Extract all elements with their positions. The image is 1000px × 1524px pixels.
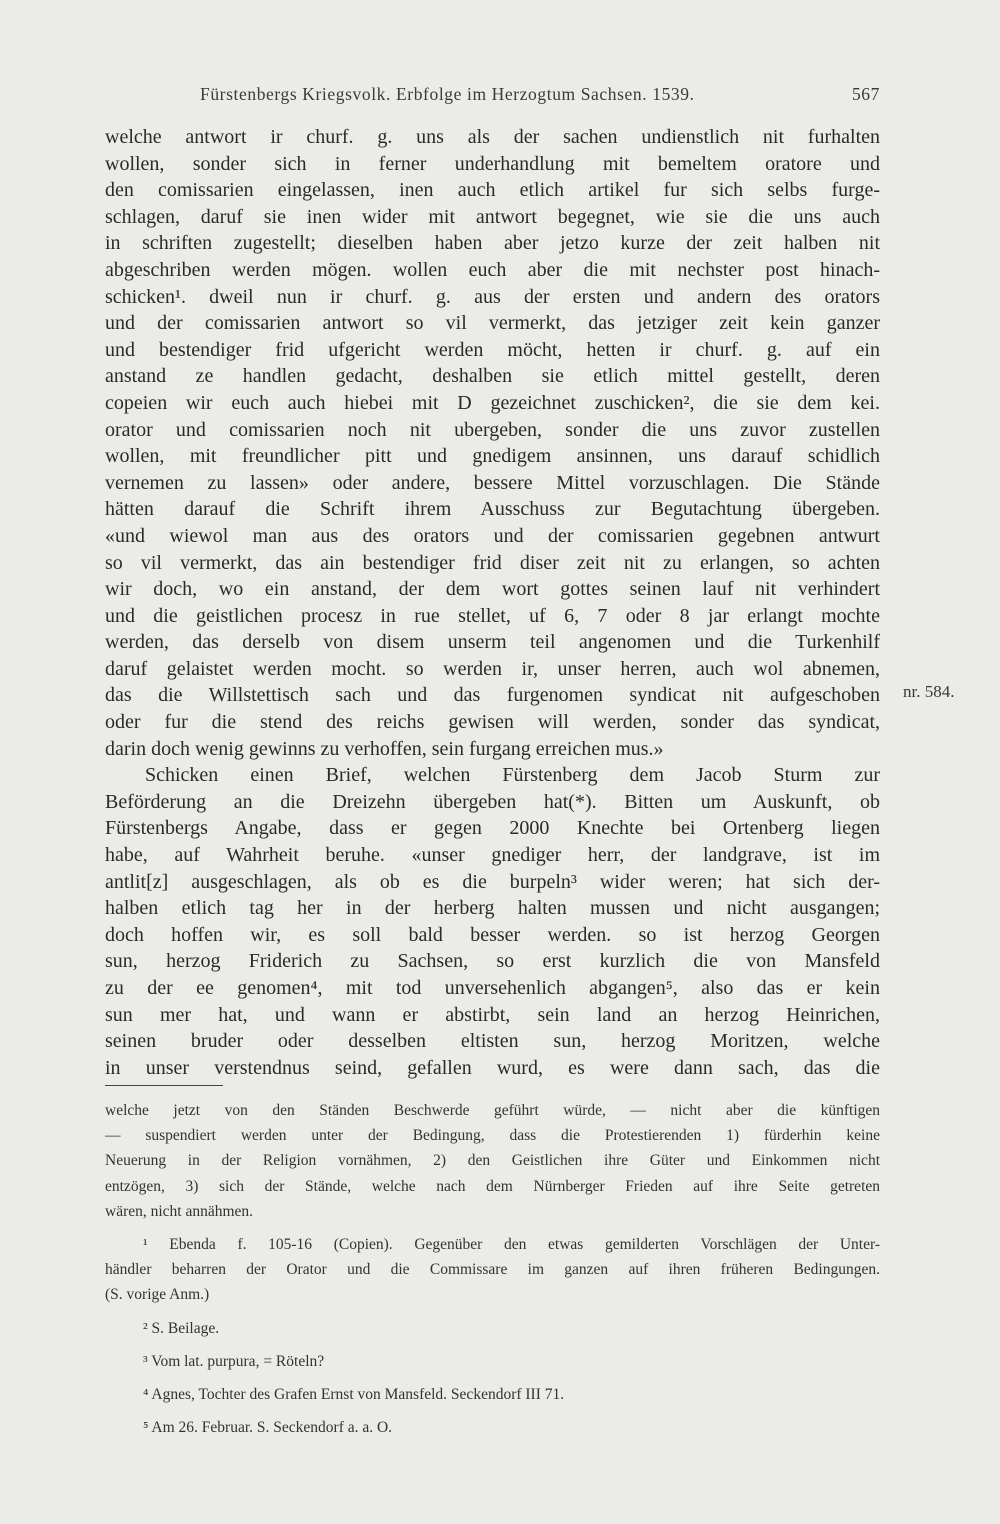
text-line: antlit[z] ausgeschlagen, als ob es die burpeln³ wider weren; hat sich der-	[105, 870, 880, 893]
text-line: sun, herzog Friderich zu Sachsen, so erst kurzlich die von Mansfeld	[105, 950, 880, 973]
text-line: vernemen zu lassen» oder andere, bessere Mittel vorzuschlagen. Die Stände	[105, 471, 880, 494]
text-line: in schriften zugestellt; dieselben haben aber jetzo kurze der zeit halben nit	[105, 232, 880, 255]
text-line-indented: Schicken einen Brief, welchen Fürstenberg dem Jacob Sturm zur	[145, 764, 880, 787]
footnote-line: entzögen, 3) sich der Stände, welche nach dem Nürnberger Frieden auf ihre Seite getreten	[105, 1177, 880, 1195]
footnote-5: ⁵ Am 26. Februar. S. Seckendorf a. a. O.	[143, 1419, 393, 1437]
text-line: abgeschriben werden mögen. wollen euch aber die mit nechster post hinach-	[105, 258, 880, 281]
text-line: wollen, sonder sich in ferner underhandlung mit bemeltem oratore und	[105, 152, 880, 175]
footnote-line: — suspendiert werden unter der Bedingung, dass die Protestierenden 1) fürderhin keine	[105, 1127, 880, 1145]
text-line: werden, das derselb von disem unserm teil angenomen und die Turkenhilf	[105, 631, 880, 654]
text-line: sun mer hat, und wann er abstirbt, sein land an herzog Heinrichen,	[105, 1003, 880, 1026]
main-text	[105, 124, 880, 1081]
footnote-line: Neuerung in der Religion vornähmen, 2) den Geistlichen ihre Güter und Einkommen nicht	[105, 1152, 880, 1170]
text-line: und der comissarien antwort so vil vermerkt, das jetziger zeit kein ganzer	[105, 312, 880, 335]
text-line: «und wiewol man aus des orators und der comissarien gegebnen antwurt	[105, 524, 880, 547]
text-line: das die Willstettisch sach und das furgenomen syndicat nit aufgeschoben	[105, 684, 880, 707]
footnote-line: händler beharren der Orator und die Commissare im ganzen auf ihren früheren Bedingungen.	[105, 1261, 880, 1279]
page-number: 567	[851, 84, 880, 104]
text-line: darin doch wenig gewinns zu verhoffen, sein furgang erreichen mus.»	[105, 737, 664, 760]
text-line: wir doch, wo ein anstand, der dem wort gottes seinen lauf nit verhindert	[105, 578, 880, 601]
text-line: Fürstenbergs Angabe, dass er gegen 2000 Knechte bei Ortenberg liegen	[105, 817, 880, 840]
text-line: oder fur die stend des reichs gewisen will werden, sonder das syndicat,	[105, 711, 880, 734]
text-line: anstand ze handlen gedacht, deshalben sie etlich mittel gestellt, deren	[105, 365, 880, 388]
text-line: seinen bruder oder desselben eltisten sun, herzog Moritzen, welche	[105, 1030, 880, 1053]
text-line: halben etlich tag her in der herberg halten mussen und nicht ausgangen;	[105, 897, 880, 920]
footnote-4: ⁴ Agnes, Tochter des Grafen Ernst von Mansfeld. Seckendorf III 71.	[143, 1385, 565, 1403]
text-line: zu der ee genomen⁴, mit tod unversehenlich abgangen⁵, also das er kein	[105, 977, 880, 999]
text-line: habe, auf Wahrheit beruhe. «unser gnediger herr, der landgrave, ist im	[105, 844, 880, 867]
running-head-title: Fürstenbergs Kriegsvolk. Erbfolge im Herzogtum Sachsen. 1539.	[200, 84, 695, 104]
footnote-1: ¹ Ebenda f. 105-16 (Copien). Gegenüber den etwas gemilderten Vorschlägen der Unter-	[143, 1235, 880, 1253]
running-head	[105, 84, 880, 110]
text-line: orator und comissarien noch nit ubergeben, sonder die uns zuvor zustellen	[105, 418, 880, 441]
text-line: Beförderung an die Dreizehn übergeben hat(*). Bitten um Auskunft, ob	[105, 790, 880, 813]
footnote-2: ² S. Beilage.	[143, 1319, 220, 1337]
footnote-line: wären, nicht annähmen.	[105, 1202, 254, 1220]
text-line: in unser verstendnus seind, gefallen wurd, es were dann sach, das die	[105, 1056, 880, 1079]
text-line: wollen, mit freundlicher pitt und gnedigem ansinnen, uns darauf schidlich	[105, 445, 880, 468]
text-line: so vil vermerkt, das ain bestendiger frid diser zeit nit zu erlangen, so achten	[105, 551, 880, 574]
footnote-3: ³ Vom lat. purpura, = Röteln?	[143, 1352, 325, 1370]
text-line: schicken¹. dweil nun ir churf. g. aus der ersten und andern des orators	[105, 285, 880, 308]
margin-note: nr. 584.	[903, 682, 955, 701]
text-line: doch hoffen wir, es soll bald besser werden. so ist herzog Georgen	[105, 923, 880, 946]
footnote-rule	[105, 1085, 223, 1086]
footnotes	[105, 1098, 880, 1440]
text-line: welche antwort ir churf. g. uns als der sachen undienstlich nit furhalten	[105, 126, 880, 148]
footnote-line: (S. vorige Anm.)	[105, 1286, 210, 1304]
text-line: den comissarien eingelassen, inen auch etlich artikel fur sich selbs furge-	[105, 179, 880, 202]
footnote-line: welche jetzt von den Ständen Beschwerde geführt würde, — nicht aber die künftigen	[105, 1102, 880, 1119]
text-line: copeien wir euch auch hiebei mit D gezeichnet zuschicken², die sie dem kei.	[105, 391, 880, 414]
text-line: hätten darauf die Schrift ihrem Ausschuss zur Begutachtung übergeben.	[105, 498, 880, 521]
text-line: daruf gelaistet werden mocht. so werden ir, unser herren, auch wol abnemen,	[105, 657, 880, 680]
text-line: schlagen, daruf sie inen wider mit antwort begegnet, wie sie die uns auch	[105, 205, 880, 228]
text-line: und die geistlichen procesz in rue stellet, uf 6, 7 oder 8 jar erlangt mochte	[105, 604, 880, 627]
text-line: und bestendiger frid ufgericht werden möcht, hetten ir churf. g. auf ein	[105, 338, 880, 361]
